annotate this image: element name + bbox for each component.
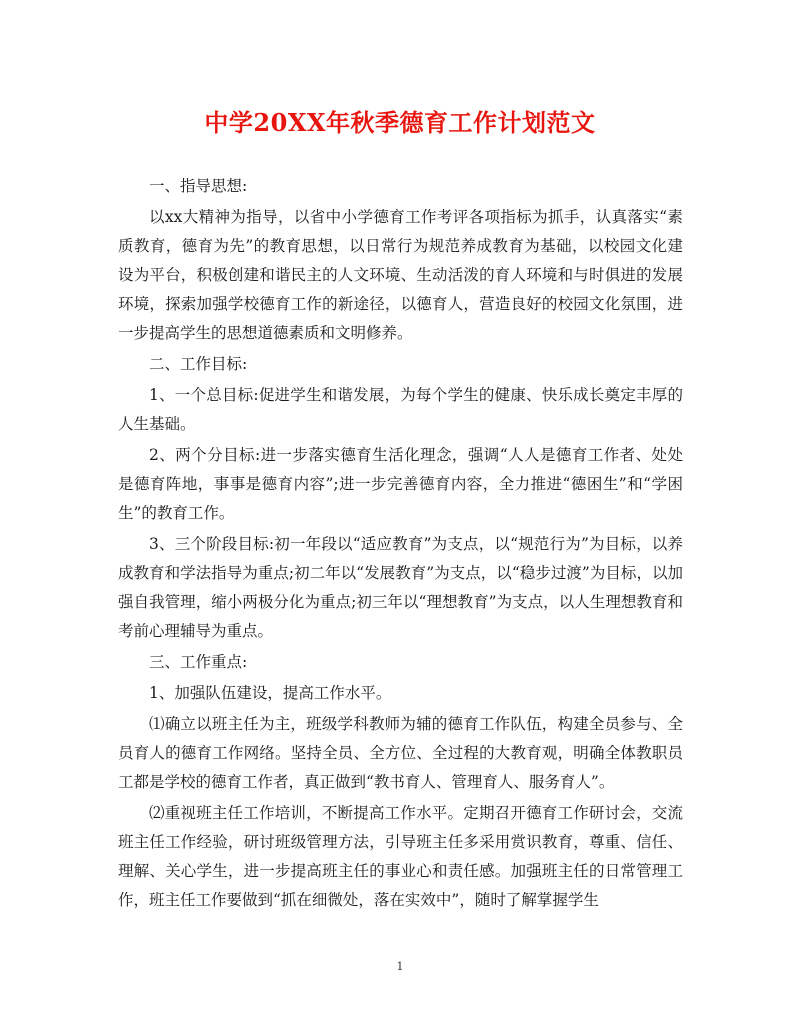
section-heading-work-focus: 三、工作重点: bbox=[149, 653, 248, 671]
paragraph-item-2: ⑵重视班主任工作培训，不断提高工作水平。定期召开德育工作研讨会，交流班主任工作经验，研讨班级管理方法，引导班主任多采用赏识教育，尊重、信任、理解、关心学生，进一步提高班主任的事业心和责任感。加强班主任的日常管理工作，班主任工作要做到“抓在细微处，落在实效中”，随时了解掌握学生 bbox=[118, 804, 683, 909]
paragraph-sub-goals: 2、两个分目标:进一步落实德育生活化理念，强调“人人是德育工作者、处处是德育阵地，事事是德育内容”;进一步完善德育内容，全力推进“德困生”和“学困生”的教育工作。 bbox=[118, 446, 683, 522]
section-heading-work-goals: 二、工作目标: bbox=[149, 355, 248, 373]
document-title: 中学20XX年秋季德育工作计划范文 bbox=[204, 108, 596, 137]
page-number: 1 bbox=[396, 960, 404, 973]
paragraph-overall-goal: 1、一个总目标:促进学生和谐发展，为每个学生的健康、快乐成长奠定丰厚的人生基础。 bbox=[118, 386, 683, 433]
section-heading-guiding-ideology: 一、指导思想: bbox=[149, 177, 248, 195]
paragraph-item-1: ⑴确立以班主任为主，班级学科教师为辅的德育工作队伍，构建全员参与、全员育人的德育工作网络。坚持全员、全方位、全过程的大教育观，明确全体教职员工都是学校的德育工作者，真正做到“教书育人、管理育人、服务育人”。 bbox=[118, 715, 683, 791]
document-body bbox=[118, 172, 683, 917]
paragraph-guiding-ideology: 以xx大精神为指导，以省中小学德育工作考评各项指标为抓手，认真落实“素质教育，德育为先”的教育思想，以日常行为规范养成教育为基础，以校园文化建设为平台，积极创建和谐民主的人文环境、生动活泼的育人环境和与时俱进的发展环境，探索加强学校德育工作的新途径，以德育人，营造良好的校园文化氛围，进一步提高学生的思想道德素质和文明修养。 bbox=[118, 208, 683, 342]
paragraph-team-building: 1、加强队伍建设，提高工作水平。 bbox=[149, 684, 392, 702]
paragraph-stage-goals: 3、三个阶段目标:初一年段以“适应教育”为支点，以“规范行为”为目标，以养成教育和学法指导为重点;初二年以“发展教育”为支点，以“稳步过渡”为目标，以加强自我管理，缩小两极分化为重点;初三年以“理想教育”为支点，以人生理想教育和考前心理辅导为重点。 bbox=[118, 535, 683, 640]
